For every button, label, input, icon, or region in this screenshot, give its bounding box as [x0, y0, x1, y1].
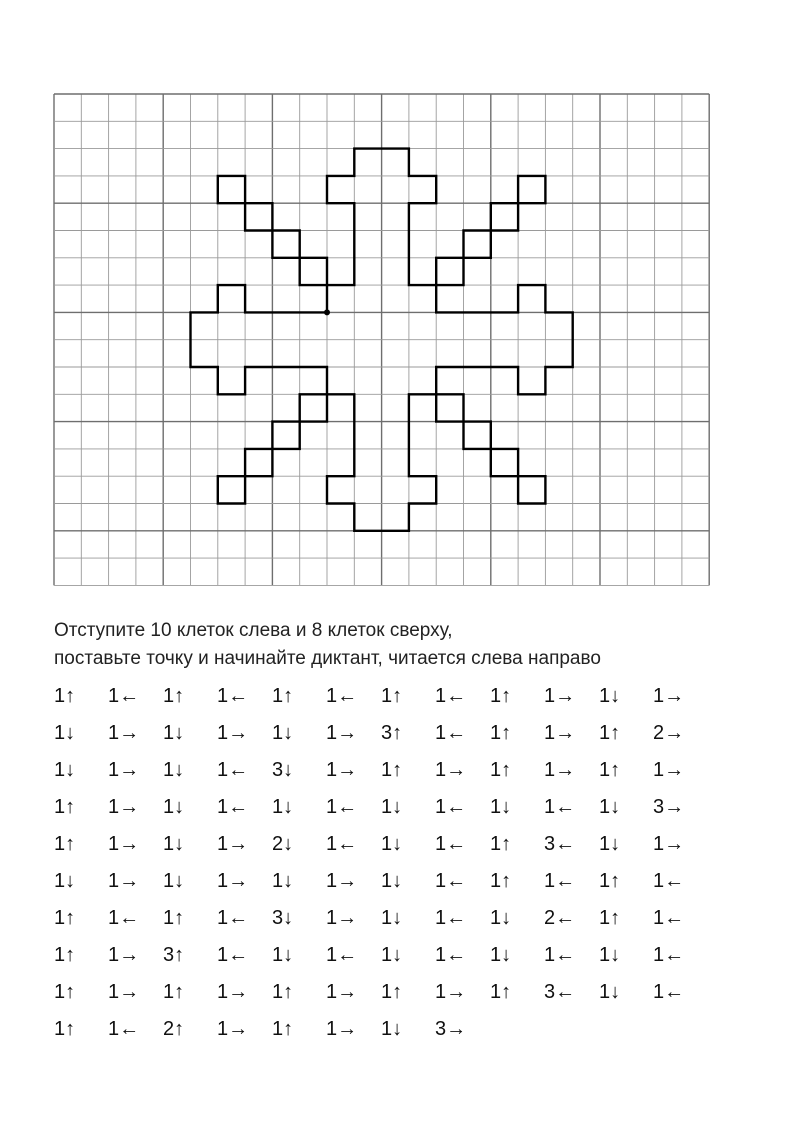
dictation-step: 1↓	[490, 796, 512, 818]
dictation-step: 1↓	[272, 944, 294, 966]
dictation-step: 1→	[326, 759, 358, 781]
dictation-step: 3→	[653, 796, 685, 818]
dictation-step: 1←	[326, 833, 358, 855]
dictation-step: 1↓	[490, 907, 512, 929]
dictation-step: 1←	[326, 944, 358, 966]
dictation-step: 1↑	[54, 833, 76, 855]
dictation-step: 2↑	[163, 1018, 185, 1040]
dictation-step: 1↑	[599, 870, 621, 892]
dictation-step: 1→	[217, 1018, 249, 1040]
start-point-dot	[324, 309, 330, 315]
dictation-step: 1←	[108, 685, 140, 707]
dictation-step: 1↓	[163, 870, 185, 892]
dictation-step: 1←	[326, 685, 358, 707]
dictation-step: 1↓	[599, 685, 621, 707]
dictation-step: 1↑	[490, 870, 512, 892]
instructions-line-2: поставьте точку и начинайте диктант, читается слева направо	[54, 648, 601, 669]
dictation-step: 1←	[326, 796, 358, 818]
dictation-step: 1←	[435, 796, 467, 818]
dictation-step: 1→	[653, 685, 685, 707]
dictation-step: 1↓	[381, 1018, 403, 1040]
dictation-step: 1↓	[272, 870, 294, 892]
dictation-step: 1↓	[490, 944, 512, 966]
dictation-step: 1↑	[54, 981, 76, 1003]
dictation-step: 1↑	[381, 759, 403, 781]
dictation-step: 1→	[217, 870, 249, 892]
dictation-step: 1→	[108, 796, 140, 818]
dictation-step: 1←	[653, 944, 685, 966]
dictation-step: 1→	[217, 722, 249, 744]
dictation-row	[54, 868, 774, 905]
dictation-step: 1↑	[54, 944, 76, 966]
dictation-step: 1→	[326, 981, 358, 1003]
dictation-step: 1↑	[163, 907, 185, 929]
dictation-step: 1←	[653, 907, 685, 929]
dictation-row	[54, 720, 774, 757]
dictation-row	[54, 979, 774, 1016]
dictation-step: 1←	[217, 759, 249, 781]
dictation-step: 1↓	[381, 796, 403, 818]
dictation-step: 1↑	[54, 907, 76, 929]
dictation-step: 1↓	[163, 796, 185, 818]
dictation-row	[54, 683, 774, 720]
dictation-row	[54, 757, 774, 794]
dictation-row	[54, 831, 774, 868]
dictation-step: 1←	[435, 685, 467, 707]
dictation-step: 1→	[544, 685, 576, 707]
dictation-step: 1→	[108, 759, 140, 781]
dictation-step: 1←	[653, 981, 685, 1003]
dictation-step: 3↓	[272, 759, 294, 781]
dictation-step: 1↑	[163, 685, 185, 707]
dictation-step: 1←	[435, 907, 467, 929]
dictation-step: 1↑	[599, 907, 621, 929]
dictation-row	[54, 794, 774, 831]
dictation-step: 3←	[544, 833, 576, 855]
dictation-step: 1←	[435, 722, 467, 744]
dictation-step: 1→	[653, 759, 685, 781]
dictation-step: 1↑	[381, 981, 403, 1003]
dictation-step: 1→	[108, 870, 140, 892]
dictation-step: 3→	[435, 1018, 467, 1040]
instructions-line-1: Отступите 10 клеток слева и 8 клеток сверху,	[54, 620, 453, 641]
dictation-row	[54, 1016, 774, 1053]
dictation-step: 1↑	[490, 759, 512, 781]
dictation-step: 1→	[544, 759, 576, 781]
dictation-step: 1←	[217, 944, 249, 966]
dictation-step: 2→	[653, 722, 685, 744]
dictation-step: 1→	[326, 722, 358, 744]
dictation-step: 1↓	[381, 833, 403, 855]
dictation-step: 3←	[544, 981, 576, 1003]
dictation-step: 1→	[108, 722, 140, 744]
dictation-table	[54, 683, 774, 1053]
dictation-row	[54, 905, 774, 942]
dictation-step: 1→	[326, 1018, 358, 1040]
dictation-step: 1←	[435, 833, 467, 855]
dictation-step: 1↓	[54, 722, 76, 744]
dictation-step: 1↑	[490, 833, 512, 855]
dictation-step: 1↓	[272, 722, 294, 744]
dictation-step: 1→	[217, 833, 249, 855]
dictation-step: 1←	[108, 907, 140, 929]
dictation-step: 1→	[544, 722, 576, 744]
dictation-step: 1↑	[54, 685, 76, 707]
instructions	[54, 617, 774, 673]
dictation-step: 1→	[435, 981, 467, 1003]
dictation-step: 1↑	[599, 722, 621, 744]
dictation-step: 1←	[435, 944, 467, 966]
dictation-step: 1↓	[163, 833, 185, 855]
dictation-step: 1→	[108, 981, 140, 1003]
dictation-step: 3↑	[163, 944, 185, 966]
dictation-step: 1↑	[272, 685, 294, 707]
dictation-step: 2←	[544, 907, 576, 929]
dictation-step: 1↓	[599, 833, 621, 855]
dictation-step: 1↓	[599, 981, 621, 1003]
dictation-step: 1→	[108, 944, 140, 966]
dictation-step: 1↓	[163, 722, 185, 744]
dictation-step: 1→	[326, 907, 358, 929]
dictation-step: 1↑	[54, 796, 76, 818]
dictation-step: 1↓	[381, 870, 403, 892]
dictation-step: 1↑	[272, 981, 294, 1003]
dictation-step: 3↑	[381, 722, 403, 744]
dictation-step: 1←	[217, 685, 249, 707]
dictation-step: 1↓	[54, 870, 76, 892]
dictation-step: 1↓	[272, 796, 294, 818]
dictation-step: 1←	[435, 870, 467, 892]
dictation-step: 1←	[217, 907, 249, 929]
dictation-row	[54, 942, 774, 979]
dictation-step: 1↑	[490, 981, 512, 1003]
dictation-step: 1←	[544, 870, 576, 892]
dictation-step: 1↑	[490, 685, 512, 707]
dictation-step: 1←	[544, 944, 576, 966]
dictation-step: 1→	[326, 870, 358, 892]
grid-lines	[54, 94, 709, 585]
dictation-step: 1↓	[381, 907, 403, 929]
dictation-step: 1↓	[381, 944, 403, 966]
dictation-step: 1→	[108, 833, 140, 855]
dictation-step: 1→	[653, 833, 685, 855]
dictation-step: 1↓	[163, 759, 185, 781]
dictation-step: 1↑	[490, 722, 512, 744]
dictation-step: 1↑	[381, 685, 403, 707]
dictation-step: 1→	[217, 981, 249, 1003]
dictation-step: 3↓	[272, 907, 294, 929]
dictation-step: 1↓	[54, 759, 76, 781]
dictation-step: 1←	[108, 1018, 140, 1040]
dictation-step: 1↑	[54, 1018, 76, 1040]
dictation-step: 1↑	[599, 759, 621, 781]
dictation-step: 1↓	[599, 944, 621, 966]
dictation-step: 1↑	[272, 1018, 294, 1040]
dictation-step: 1↓	[599, 796, 621, 818]
dictation-step: 1←	[544, 796, 576, 818]
dictation-step: 1←	[217, 796, 249, 818]
dictation-step: 1←	[653, 870, 685, 892]
dictation-step: 1↑	[163, 981, 185, 1003]
dictation-step: 2↓	[272, 833, 294, 855]
dictation-step: 1→	[435, 759, 467, 781]
